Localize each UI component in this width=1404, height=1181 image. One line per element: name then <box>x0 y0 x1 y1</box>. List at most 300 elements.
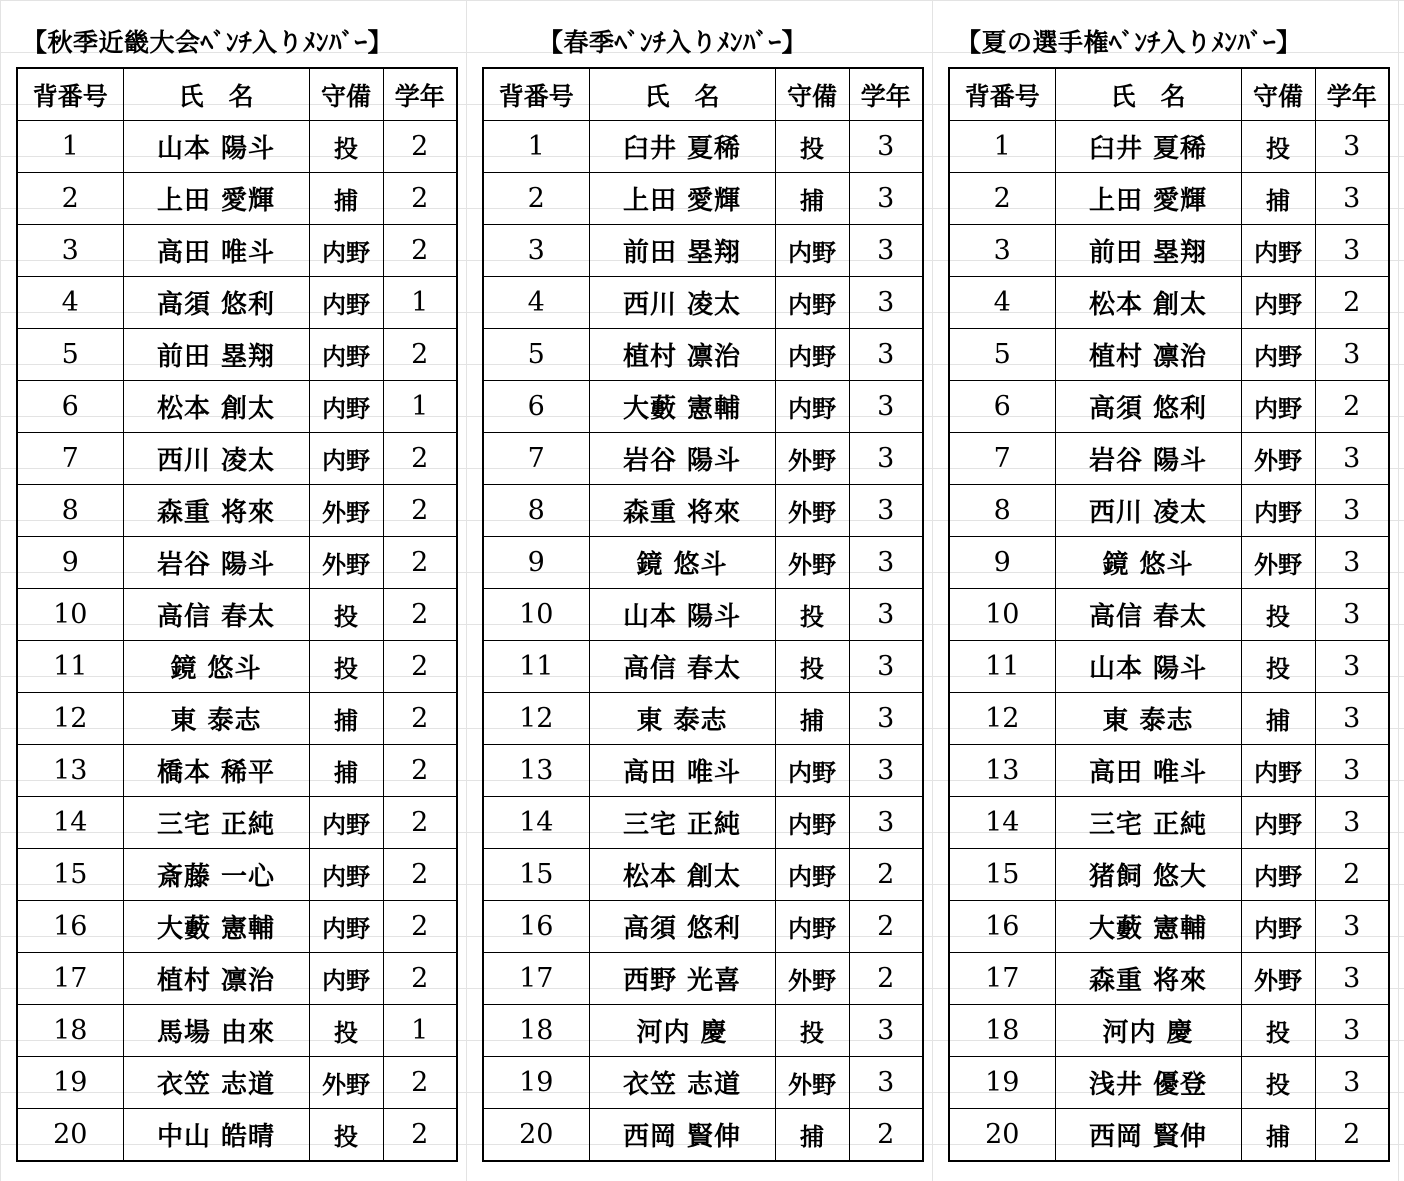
player-position: 外野 <box>309 1057 383 1109</box>
header-number: 背番号 <box>483 68 589 121</box>
player-number: 5 <box>483 329 589 381</box>
player-grade: 3 <box>1315 485 1389 537</box>
player-number: 7 <box>949 433 1055 485</box>
table-row <box>949 329 1389 381</box>
roster-title: 【春季ﾍﾞﾝﾁ入りﾒﾝﾊﾞｰ】 <box>538 28 808 57</box>
player-position: 内野 <box>1241 485 1315 537</box>
player-grade: 3 <box>1315 173 1389 225</box>
player-position: 投 <box>1241 589 1315 641</box>
table-row <box>949 1005 1389 1057</box>
player-number: 10 <box>949 589 1055 641</box>
player-number: 5 <box>949 329 1055 381</box>
player-grade: 3 <box>1315 537 1389 589</box>
player-grade: 2 <box>383 121 457 173</box>
player-position: 投 <box>775 589 849 641</box>
player-grade: 3 <box>1315 693 1389 745</box>
player-grade: 2 <box>383 1057 457 1109</box>
table-row <box>17 1057 457 1109</box>
table-row <box>17 589 457 641</box>
player-position: 捕 <box>309 693 383 745</box>
header-grade: 学年 <box>1315 68 1389 121</box>
player-number: 17 <box>17 953 123 1005</box>
player-grade: 3 <box>849 1057 923 1109</box>
player-position: 内野 <box>1241 225 1315 277</box>
player-number: 6 <box>17 381 123 433</box>
player-name: 松本 創太 <box>1055 277 1241 329</box>
player-position: 内野 <box>309 381 383 433</box>
player-number: 10 <box>483 589 589 641</box>
player-name: 高須 悠利 <box>1055 381 1241 433</box>
player-number: 1 <box>17 121 123 173</box>
player-grade: 1 <box>383 277 457 329</box>
player-name: 三宅 正純 <box>1055 797 1241 849</box>
player-number: 4 <box>483 277 589 329</box>
player-position: 捕 <box>1241 1109 1315 1162</box>
player-name: 植村 凛治 <box>589 329 775 381</box>
player-position: 内野 <box>775 797 849 849</box>
table-row <box>17 173 457 225</box>
player-position: 内野 <box>1241 745 1315 797</box>
player-name: 西川 凌太 <box>123 433 309 485</box>
player-position: 外野 <box>1241 953 1315 1005</box>
player-position: 外野 <box>775 433 849 485</box>
player-number: 11 <box>17 641 123 693</box>
player-position: 外野 <box>309 485 383 537</box>
player-grade: 2 <box>383 745 457 797</box>
player-name: 高信 春太 <box>589 641 775 693</box>
table-row <box>483 1057 923 1109</box>
player-position: 捕 <box>1241 173 1315 225</box>
player-name: 高田 唯斗 <box>1055 745 1241 797</box>
player-number: 8 <box>483 485 589 537</box>
header-row <box>17 68 457 121</box>
player-number: 14 <box>949 797 1055 849</box>
roster-title: 【秋季近畿大会ﾍﾞﾝﾁ入りﾒﾝﾊﾞｰ】 <box>22 28 394 57</box>
table-row <box>949 537 1389 589</box>
player-position: 内野 <box>775 745 849 797</box>
player-position: 外野 <box>775 537 849 589</box>
player-grade: 3 <box>1315 589 1389 641</box>
player-grade: 3 <box>849 173 923 225</box>
table-row <box>483 901 923 953</box>
player-position: 投 <box>309 121 383 173</box>
player-position: 投 <box>1241 1005 1315 1057</box>
player-name: 高田 唯斗 <box>123 225 309 277</box>
player-number: 16 <box>949 901 1055 953</box>
player-grade: 2 <box>383 901 457 953</box>
player-number: 8 <box>949 485 1055 537</box>
roster-table <box>16 67 458 1162</box>
player-grade: 3 <box>1315 797 1389 849</box>
player-number: 20 <box>949 1109 1055 1162</box>
player-position: 内野 <box>1241 849 1315 901</box>
player-position: 内野 <box>309 329 383 381</box>
player-grade: 3 <box>849 121 923 173</box>
player-name: 前田 塁翔 <box>1055 225 1241 277</box>
header-position: 守備 <box>1241 68 1315 121</box>
player-name: 中山 皓晴 <box>123 1109 309 1162</box>
player-position: 内野 <box>1241 381 1315 433</box>
player-position: 外野 <box>309 537 383 589</box>
player-position: 内野 <box>775 381 849 433</box>
player-grade: 2 <box>1315 277 1389 329</box>
player-number: 14 <box>17 797 123 849</box>
player-position: 外野 <box>1241 537 1315 589</box>
table-row <box>17 1005 457 1057</box>
table-row <box>17 485 457 537</box>
player-name: 高信 春太 <box>123 589 309 641</box>
table-row <box>949 797 1389 849</box>
player-number: 4 <box>17 277 123 329</box>
player-grade: 3 <box>849 277 923 329</box>
player-position: 投 <box>775 1005 849 1057</box>
table-row <box>17 121 457 173</box>
player-grade: 3 <box>849 797 923 849</box>
table-row <box>949 381 1389 433</box>
header-position: 守備 <box>309 68 383 121</box>
player-position: 内野 <box>1241 277 1315 329</box>
player-position: 内野 <box>775 901 849 953</box>
player-grade: 3 <box>849 537 923 589</box>
player-name: 大藪 憲輔 <box>1055 901 1241 953</box>
player-number: 10 <box>17 589 123 641</box>
header-row <box>949 68 1389 121</box>
player-grade: 2 <box>1315 381 1389 433</box>
player-number: 17 <box>949 953 1055 1005</box>
player-position: 捕 <box>309 745 383 797</box>
roster-table <box>948 67 1390 1162</box>
player-name: 猪飼 悠大 <box>1055 849 1241 901</box>
player-grade: 2 <box>1315 849 1389 901</box>
summer-roster-panel <box>948 15 1390 1162</box>
player-grade: 3 <box>1315 433 1389 485</box>
roster-table <box>482 67 924 1162</box>
table-row <box>17 953 457 1005</box>
player-grade: 2 <box>383 329 457 381</box>
player-position: 内野 <box>775 277 849 329</box>
player-name: 三宅 正純 <box>123 797 309 849</box>
player-position: 内野 <box>775 225 849 277</box>
table-row <box>17 745 457 797</box>
player-grade: 3 <box>1315 901 1389 953</box>
player-grade: 3 <box>849 225 923 277</box>
player-grade: 3 <box>849 589 923 641</box>
player-name: 大藪 憲輔 <box>589 381 775 433</box>
player-position: 捕 <box>775 693 849 745</box>
player-name: 上田 愛輝 <box>1055 173 1241 225</box>
header-name: 氏 名 <box>1055 68 1241 121</box>
player-number: 3 <box>17 225 123 277</box>
player-grade: 3 <box>849 485 923 537</box>
player-grade: 3 <box>849 1005 923 1057</box>
player-grade: 3 <box>849 381 923 433</box>
player-grade: 2 <box>383 537 457 589</box>
table-row <box>949 953 1389 1005</box>
table-row <box>17 277 457 329</box>
table-row <box>483 849 923 901</box>
player-name: 馬場 由來 <box>123 1005 309 1057</box>
table-row <box>17 1109 457 1162</box>
table-row <box>483 589 923 641</box>
player-grade: 3 <box>849 329 923 381</box>
header-number: 背番号 <box>949 68 1055 121</box>
player-number: 18 <box>17 1005 123 1057</box>
player-number: 7 <box>483 433 589 485</box>
table-row <box>949 485 1389 537</box>
player-grade: 2 <box>849 901 923 953</box>
table-row <box>483 693 923 745</box>
roster-body <box>483 121 923 1162</box>
table-row <box>949 433 1389 485</box>
table-row <box>949 277 1389 329</box>
player-grade: 2 <box>383 797 457 849</box>
player-name: 鏡 悠斗 <box>589 537 775 589</box>
table-row <box>17 641 457 693</box>
table-row <box>949 173 1389 225</box>
player-name: 河内 慶 <box>589 1005 775 1057</box>
header-grade: 学年 <box>849 68 923 121</box>
player-name: 東 泰志 <box>1055 693 1241 745</box>
player-number: 19 <box>17 1057 123 1109</box>
player-name: 西岡 賢伸 <box>589 1109 775 1162</box>
player-number: 8 <box>17 485 123 537</box>
table-row <box>483 277 923 329</box>
player-grade: 2 <box>383 953 457 1005</box>
player-name: 上田 愛輝 <box>123 173 309 225</box>
player-grade: 3 <box>1315 329 1389 381</box>
table-row <box>17 329 457 381</box>
player-name: 河内 慶 <box>1055 1005 1241 1057</box>
player-position: 内野 <box>1241 797 1315 849</box>
player-number: 2 <box>483 173 589 225</box>
player-position: 内野 <box>309 433 383 485</box>
player-grade: 2 <box>1315 1109 1389 1162</box>
player-grade: 2 <box>383 485 457 537</box>
player-position: 投 <box>309 1109 383 1162</box>
player-grade: 2 <box>383 589 457 641</box>
table-row <box>483 1109 923 1162</box>
player-position: 投 <box>309 589 383 641</box>
player-number: 9 <box>17 537 123 589</box>
player-position: 外野 <box>1241 433 1315 485</box>
table-row <box>483 433 923 485</box>
player-name: 橋本 稀平 <box>123 745 309 797</box>
player-number: 16 <box>17 901 123 953</box>
player-position: 投 <box>309 1005 383 1057</box>
player-position: 捕 <box>775 1109 849 1162</box>
player-name: 森重 将來 <box>1055 953 1241 1005</box>
table-row <box>949 121 1389 173</box>
player-name: 臼井 夏稀 <box>589 121 775 173</box>
player-name: 高信 春太 <box>1055 589 1241 641</box>
table-row <box>949 641 1389 693</box>
player-grade: 1 <box>383 381 457 433</box>
player-grade: 3 <box>1315 1057 1389 1109</box>
header-number: 背番号 <box>17 68 123 121</box>
roster-title: 【夏の選手権ﾍﾞﾝﾁ入りﾒﾝﾊﾞｰ】 <box>956 28 1302 57</box>
roster-body <box>17 121 457 1162</box>
player-grade: 3 <box>1315 121 1389 173</box>
player-number: 15 <box>17 849 123 901</box>
player-number: 6 <box>483 381 589 433</box>
table-row <box>949 693 1389 745</box>
player-name: 松本 創太 <box>123 381 309 433</box>
player-name: 植村 凛治 <box>1055 329 1241 381</box>
player-grade: 3 <box>1315 225 1389 277</box>
player-grade: 1 <box>383 1005 457 1057</box>
player-grade: 2 <box>383 433 457 485</box>
player-position: 内野 <box>309 277 383 329</box>
player-name: 東 泰志 <box>589 693 775 745</box>
player-grade: 2 <box>383 693 457 745</box>
player-position: 内野 <box>775 849 849 901</box>
player-position: 捕 <box>1241 693 1315 745</box>
table-row <box>483 173 923 225</box>
player-number: 11 <box>483 641 589 693</box>
table-row <box>483 537 923 589</box>
player-grade: 2 <box>849 849 923 901</box>
table-row <box>949 745 1389 797</box>
player-name: 鏡 悠斗 <box>123 641 309 693</box>
player-number: 13 <box>483 745 589 797</box>
player-number: 13 <box>949 745 1055 797</box>
player-name: 森重 将來 <box>589 485 775 537</box>
player-name: 斎藤 一心 <box>123 849 309 901</box>
player-position: 投 <box>775 641 849 693</box>
player-number: 12 <box>483 693 589 745</box>
table-row <box>949 225 1389 277</box>
player-position: 捕 <box>775 173 849 225</box>
header-name: 氏 名 <box>123 68 309 121</box>
player-grade: 3 <box>849 745 923 797</box>
player-position: 投 <box>775 121 849 173</box>
player-number: 17 <box>483 953 589 1005</box>
table-row <box>483 329 923 381</box>
player-grade: 3 <box>1315 641 1389 693</box>
table-row <box>17 797 457 849</box>
player-grade: 2 <box>383 641 457 693</box>
player-number: 2 <box>949 173 1055 225</box>
player-name: 松本 創太 <box>589 849 775 901</box>
player-grade: 2 <box>849 953 923 1005</box>
player-name: 臼井 夏稀 <box>1055 121 1241 173</box>
player-position: 外野 <box>775 953 849 1005</box>
player-name: 高田 唯斗 <box>589 745 775 797</box>
header-grade: 学年 <box>383 68 457 121</box>
player-name: 岩谷 陽斗 <box>589 433 775 485</box>
player-name: 高須 悠利 <box>123 277 309 329</box>
player-name: 岩谷 陽斗 <box>123 537 309 589</box>
player-name: 大藪 憲輔 <box>123 901 309 953</box>
header-position: 守備 <box>775 68 849 121</box>
table-row <box>17 381 457 433</box>
player-position: 内野 <box>309 953 383 1005</box>
player-number: 13 <box>17 745 123 797</box>
player-name: 西野 光喜 <box>589 953 775 1005</box>
player-grade: 3 <box>1315 745 1389 797</box>
table-row <box>17 849 457 901</box>
player-name: 浅井 優登 <box>1055 1057 1241 1109</box>
player-position: 内野 <box>309 849 383 901</box>
player-name: 西岡 賢伸 <box>1055 1109 1241 1162</box>
player-name: 西川 凌太 <box>589 277 775 329</box>
table-row <box>17 225 457 277</box>
player-number: 3 <box>483 225 589 277</box>
player-position: 投 <box>1241 641 1315 693</box>
player-number: 4 <box>949 277 1055 329</box>
table-row <box>483 381 923 433</box>
player-grade: 3 <box>849 693 923 745</box>
player-number: 5 <box>17 329 123 381</box>
player-grade: 2 <box>383 225 457 277</box>
table-row <box>17 537 457 589</box>
player-name: 東 泰志 <box>123 693 309 745</box>
header-name: 氏 名 <box>589 68 775 121</box>
player-name: 森重 将來 <box>123 485 309 537</box>
player-number: 1 <box>949 121 1055 173</box>
player-name: 西川 凌太 <box>1055 485 1241 537</box>
table-row <box>949 1109 1389 1162</box>
player-number: 7 <box>17 433 123 485</box>
player-position: 外野 <box>775 1057 849 1109</box>
player-name: 高須 悠利 <box>589 901 775 953</box>
player-number: 9 <box>949 537 1055 589</box>
player-number: 18 <box>483 1005 589 1057</box>
player-name: 鏡 悠斗 <box>1055 537 1241 589</box>
player-grade: 2 <box>383 173 457 225</box>
player-name: 前田 塁翔 <box>589 225 775 277</box>
autumn-roster-panel <box>16 15 458 1162</box>
player-grade: 3 <box>1315 1005 1389 1057</box>
table-row <box>17 901 457 953</box>
player-name: 衣笠 志道 <box>123 1057 309 1109</box>
table-row <box>483 953 923 1005</box>
table-row <box>483 797 923 849</box>
player-number: 18 <box>949 1005 1055 1057</box>
player-number: 16 <box>483 901 589 953</box>
player-name: 岩谷 陽斗 <box>1055 433 1241 485</box>
player-position: 内野 <box>309 225 383 277</box>
player-name: 衣笠 志道 <box>589 1057 775 1109</box>
player-position: 内野 <box>1241 329 1315 381</box>
player-position: 内野 <box>775 329 849 381</box>
player-number: 2 <box>17 173 123 225</box>
player-position: 内野 <box>1241 901 1315 953</box>
table-row <box>483 1005 923 1057</box>
player-number: 15 <box>483 849 589 901</box>
player-grade: 3 <box>849 433 923 485</box>
player-name: 山本 陽斗 <box>1055 641 1241 693</box>
table-row <box>483 121 923 173</box>
player-position: 内野 <box>309 901 383 953</box>
player-number: 1 <box>483 121 589 173</box>
player-name: 三宅 正純 <box>589 797 775 849</box>
player-name: 山本 陽斗 <box>589 589 775 641</box>
player-grade: 3 <box>849 641 923 693</box>
roster-body <box>949 121 1389 1162</box>
table-row <box>17 433 457 485</box>
table-row <box>949 901 1389 953</box>
table-row <box>949 849 1389 901</box>
player-name: 前田 塁翔 <box>123 329 309 381</box>
player-grade: 2 <box>849 1109 923 1162</box>
table-row <box>483 745 923 797</box>
player-number: 9 <box>483 537 589 589</box>
player-name: 上田 愛輝 <box>589 173 775 225</box>
table-row <box>949 589 1389 641</box>
player-number: 6 <box>949 381 1055 433</box>
player-name: 山本 陽斗 <box>123 121 309 173</box>
